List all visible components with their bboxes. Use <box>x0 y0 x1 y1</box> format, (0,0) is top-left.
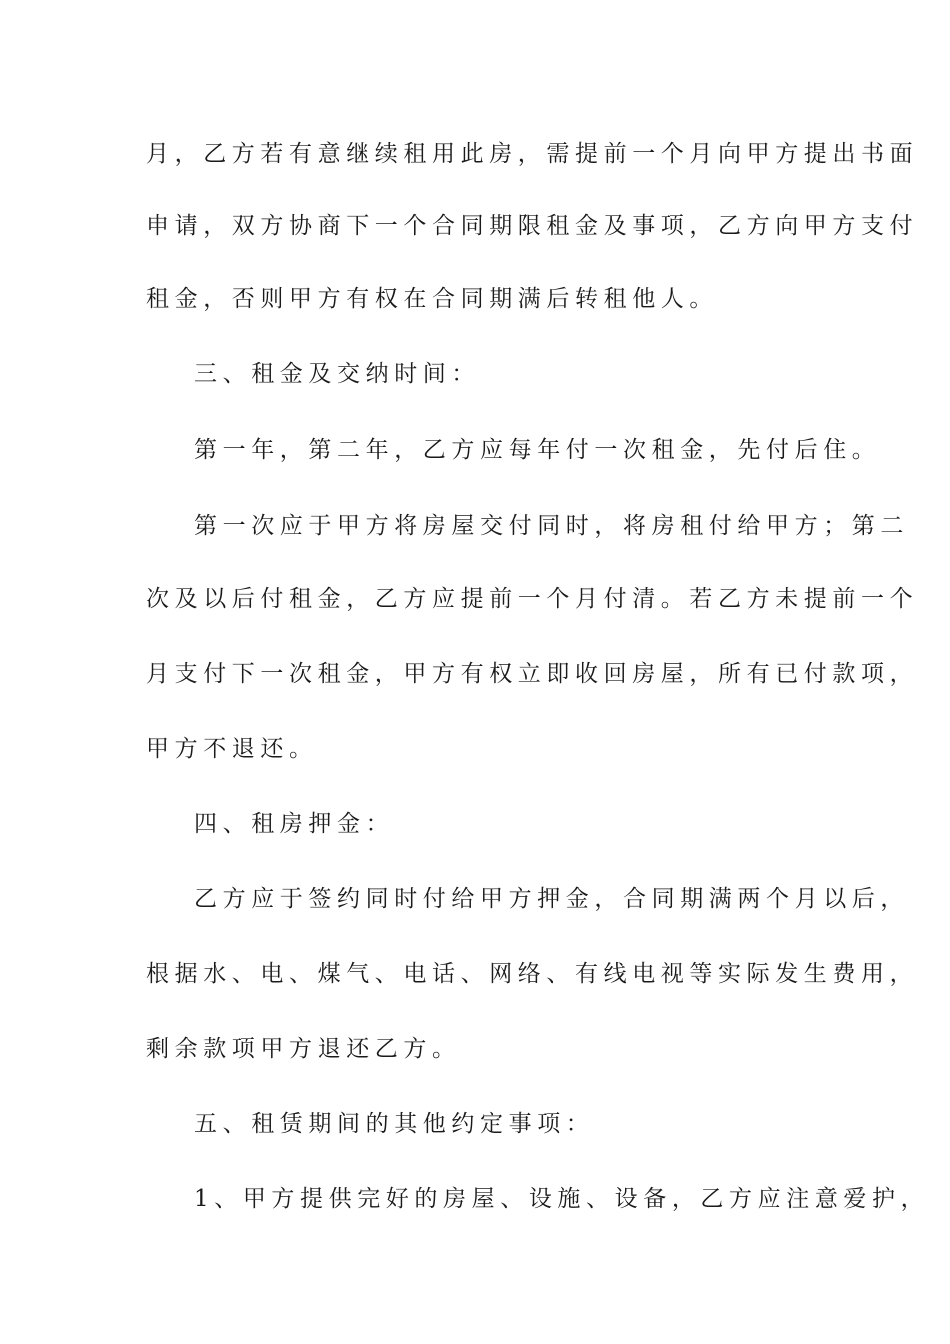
text-line: 申请，双方协商下一个合同期限租金及事项，乙方向甲方支付 <box>146 213 919 239</box>
text-line: 次及以后付租金，乙方应提前一个月付清。若乙方未提前一个 <box>146 586 919 612</box>
text-line: 第一年，第二年，乙方应每年付一次租金，先付后住。 <box>194 437 881 463</box>
section-heading: 三、租金及交纳时间： <box>194 361 480 387</box>
text-line: 1、甲方提供完好的房屋、设施、设备，乙方应注意爱护， <box>194 1186 930 1212</box>
text-line: 乙方应于签约同时付给甲方押金，合同期满两个月以后， <box>194 886 909 912</box>
text-line: 租金，否则甲方有权在合同期满后转租他人。 <box>146 286 718 312</box>
text-line: 根据水、电、煤气、电话、网络、有线电视等实际发生费用， <box>146 961 919 987</box>
text-line: 甲方不退还。 <box>146 736 318 762</box>
text-line: 月，乙方若有意继续租用此房，需提前一个月向甲方提出书面 <box>146 141 919 167</box>
section-heading: 五、租赁期间的其他约定事项： <box>194 1111 595 1137</box>
text-line: 第一次应于甲方将房屋交付同时，将房租付给甲方；第二 <box>194 513 909 539</box>
text-line: 剩余款项甲方退还乙方。 <box>146 1036 461 1062</box>
section-heading: 四、租房押金： <box>194 811 395 837</box>
text-line: 月支付下一次租金，甲方有权立即收回房屋，所有已付款项， <box>146 661 919 687</box>
